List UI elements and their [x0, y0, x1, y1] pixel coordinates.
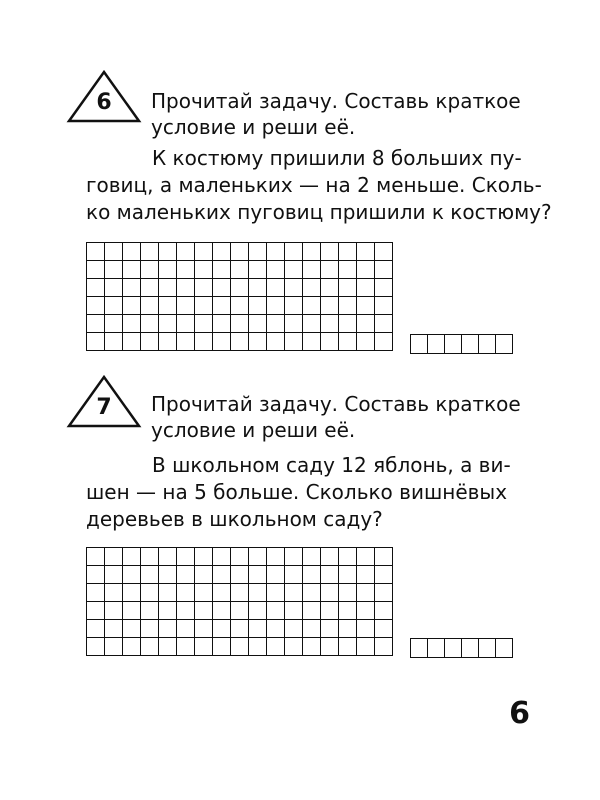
grid-cell[interactable]	[195, 602, 213, 620]
grid-cell[interactable]	[339, 315, 357, 333]
grid-cell[interactable]	[267, 602, 285, 620]
task-6-work-grid[interactable]	[86, 242, 393, 351]
answer-cell[interactable]	[462, 335, 479, 354]
grid-cell[interactable]	[357, 584, 375, 602]
grid-cell[interactable]	[177, 279, 195, 297]
grid-cell[interactable]	[321, 638, 339, 656]
grid-cell[interactable]	[339, 243, 357, 261]
grid-cell[interactable]	[177, 584, 195, 602]
grid-cell[interactable]	[249, 548, 267, 566]
grid-cell[interactable]	[303, 315, 321, 333]
grid-cell[interactable]	[357, 243, 375, 261]
grid-cell[interactable]	[231, 333, 249, 351]
grid-cell[interactable]	[213, 638, 231, 656]
grid-cell[interactable]	[105, 638, 123, 656]
grid-cell[interactable]	[339, 279, 357, 297]
grid-cell[interactable]	[177, 261, 195, 279]
grid-cell[interactable]	[375, 279, 393, 297]
grid-cell[interactable]	[321, 297, 339, 315]
grid-cell[interactable]	[159, 261, 177, 279]
grid-cell[interactable]	[339, 638, 357, 656]
page-number: 6	[509, 696, 530, 731]
task-7-instruction-line-1: Прочитай задачу. Составь краткое	[151, 392, 521, 416]
task-6-answer-cells[interactable]	[410, 334, 513, 354]
task-7-instruction-line-2: условие и реши её.	[151, 418, 356, 442]
answer-cell[interactable]	[428, 335, 445, 354]
grid-cell[interactable]	[141, 620, 159, 638]
grid-cell[interactable]	[159, 566, 177, 584]
grid-cell[interactable]	[105, 333, 123, 351]
grid-cell[interactable]	[303, 638, 321, 656]
grid-cell[interactable]	[195, 279, 213, 297]
grid-cell[interactable]	[339, 261, 357, 279]
grid-cell[interactable]	[87, 602, 105, 620]
grid-cell[interactable]	[357, 333, 375, 351]
grid-cell[interactable]	[357, 620, 375, 638]
grid-cell[interactable]	[177, 620, 195, 638]
grid-cell[interactable]	[285, 279, 303, 297]
grid-cell[interactable]	[87, 548, 105, 566]
grid-cell[interactable]	[321, 261, 339, 279]
grid-cell[interactable]	[249, 243, 267, 261]
grid-cell[interactable]	[123, 297, 141, 315]
grid-cell[interactable]	[267, 333, 285, 351]
answer-cell[interactable]	[462, 639, 479, 658]
grid-cell[interactable]	[285, 548, 303, 566]
grid-cell[interactable]	[267, 584, 285, 602]
grid-cell[interactable]	[375, 566, 393, 584]
grid-cell[interactable]	[303, 584, 321, 602]
task-6-badge	[66, 68, 142, 124]
grid-cell[interactable]	[213, 261, 231, 279]
grid-cell[interactable]	[87, 620, 105, 638]
grid-cell[interactable]	[231, 602, 249, 620]
grid-cell[interactable]	[123, 279, 141, 297]
task-6-problem-line-1: К костюму пришили 8 больших пу-	[152, 146, 522, 170]
grid-cell[interactable]	[177, 297, 195, 315]
grid-cell[interactable]	[177, 548, 195, 566]
grid-cell[interactable]	[321, 548, 339, 566]
grid-cell[interactable]	[213, 548, 231, 566]
answer-cell[interactable]	[411, 335, 428, 354]
grid-cell[interactable]	[285, 261, 303, 279]
grid-cell[interactable]	[357, 261, 375, 279]
grid-cell[interactable]	[105, 297, 123, 315]
grid-cell[interactable]	[141, 243, 159, 261]
grid-cell[interactable]	[123, 602, 141, 620]
grid-cell[interactable]	[267, 548, 285, 566]
grid-cell[interactable]	[87, 279, 105, 297]
grid-cell[interactable]	[339, 602, 357, 620]
answer-cell[interactable]	[496, 335, 513, 354]
grid-cell[interactable]	[105, 602, 123, 620]
grid-cell[interactable]	[159, 297, 177, 315]
grid-cell[interactable]	[231, 243, 249, 261]
grid-cell[interactable]	[339, 297, 357, 315]
grid-cell[interactable]	[339, 333, 357, 351]
grid-cell[interactable]	[321, 279, 339, 297]
grid-cell[interactable]	[249, 279, 267, 297]
grid-cell[interactable]	[105, 279, 123, 297]
answer-cell[interactable]	[496, 639, 513, 658]
answer-cell[interactable]	[428, 639, 445, 658]
grid-cell[interactable]	[249, 297, 267, 315]
grid-cell[interactable]	[123, 243, 141, 261]
grid-cell[interactable]	[105, 261, 123, 279]
grid-cell[interactable]	[159, 548, 177, 566]
grid-cell[interactable]	[213, 315, 231, 333]
grid-cell[interactable]	[231, 279, 249, 297]
task-7-answer-cells[interactable]	[410, 638, 513, 658]
grid-cell[interactable]	[159, 602, 177, 620]
grid-cell[interactable]	[303, 620, 321, 638]
grid-cell[interactable]	[195, 638, 213, 656]
grid-cell[interactable]	[303, 261, 321, 279]
grid-cell[interactable]	[87, 638, 105, 656]
grid-cell[interactable]	[303, 602, 321, 620]
grid-cell[interactable]	[159, 638, 177, 656]
task-6-problem-line-3: ко маленьких пуговиц пришили к костюму?	[86, 200, 552, 224]
grid-cell[interactable]	[285, 243, 303, 261]
grid-cell[interactable]	[321, 333, 339, 351]
grid-cell[interactable]	[267, 279, 285, 297]
grid-cell[interactable]	[321, 584, 339, 602]
grid-cell[interactable]	[177, 243, 195, 261]
grid-cell[interactable]	[267, 638, 285, 656]
grid-cell[interactable]	[141, 279, 159, 297]
grid-cell[interactable]	[87, 566, 105, 584]
grid-cell[interactable]	[375, 548, 393, 566]
grid-cell[interactable]	[285, 584, 303, 602]
grid-cell[interactable]	[357, 566, 375, 584]
grid-cell[interactable]	[123, 333, 141, 351]
grid-cell[interactable]	[213, 279, 231, 297]
grid-cell[interactable]	[177, 315, 195, 333]
grid-cell[interactable]	[141, 638, 159, 656]
grid-cell[interactable]	[249, 566, 267, 584]
grid-cell[interactable]	[375, 315, 393, 333]
grid-cell[interactable]	[87, 584, 105, 602]
grid-cell[interactable]	[213, 602, 231, 620]
grid-cell[interactable]	[321, 315, 339, 333]
grid-cell[interactable]	[213, 297, 231, 315]
grid-cell[interactable]	[87, 333, 105, 351]
task-6-instruction-line-1: Прочитай задачу. Составь краткое	[151, 89, 521, 113]
grid-cell[interactable]	[249, 315, 267, 333]
grid-cell[interactable]	[87, 261, 105, 279]
grid-cell[interactable]	[339, 584, 357, 602]
grid-cell[interactable]	[177, 333, 195, 351]
grid-cell[interactable]	[141, 584, 159, 602]
grid-cell[interactable]	[159, 315, 177, 333]
grid-cell[interactable]	[357, 602, 375, 620]
grid-cell[interactable]	[375, 638, 393, 656]
grid-cell[interactable]	[123, 315, 141, 333]
grid-cell[interactable]	[141, 566, 159, 584]
grid-cell[interactable]	[357, 548, 375, 566]
task-7-work-grid[interactable]	[86, 547, 393, 656]
grid-cell[interactable]	[375, 297, 393, 315]
grid-cell[interactable]	[105, 566, 123, 584]
grid-cell[interactable]	[177, 638, 195, 656]
grid-cell[interactable]	[105, 548, 123, 566]
grid-cell[interactable]	[123, 584, 141, 602]
grid-cell[interactable]	[141, 548, 159, 566]
grid-cell[interactable]	[231, 584, 249, 602]
grid-cell[interactable]	[231, 261, 249, 279]
grid-cell[interactable]	[285, 315, 303, 333]
grid-cell[interactable]	[303, 548, 321, 566]
grid-cell[interactable]	[195, 243, 213, 261]
grid-cell[interactable]	[105, 620, 123, 638]
task-7-problem-line-3: деревьев в школьном саду?	[86, 507, 383, 531]
grid-cell[interactable]	[357, 638, 375, 656]
grid-cell[interactable]	[339, 620, 357, 638]
grid-cell[interactable]	[123, 261, 141, 279]
answer-cell[interactable]	[445, 335, 462, 354]
answer-cell[interactable]	[479, 335, 496, 354]
grid-cell[interactable]	[105, 243, 123, 261]
grid-cell[interactable]	[267, 566, 285, 584]
grid-cell[interactable]	[267, 620, 285, 638]
grid-cell[interactable]	[159, 584, 177, 602]
grid-cell[interactable]	[195, 261, 213, 279]
grid-cell[interactable]	[249, 620, 267, 638]
grid-cell[interactable]	[303, 333, 321, 351]
grid-cell[interactable]	[321, 566, 339, 584]
grid-cell[interactable]	[303, 297, 321, 315]
grid-cell[interactable]	[159, 243, 177, 261]
grid-cell[interactable]	[177, 602, 195, 620]
grid-cell[interactable]	[267, 297, 285, 315]
grid-cell[interactable]	[249, 584, 267, 602]
grid-cell[interactable]	[87, 297, 105, 315]
grid-cell[interactable]	[123, 638, 141, 656]
grid-cell[interactable]	[105, 584, 123, 602]
grid-cell[interactable]	[231, 566, 249, 584]
grid-cell[interactable]	[123, 548, 141, 566]
grid-cell[interactable]	[303, 566, 321, 584]
grid-cell[interactable]	[285, 638, 303, 656]
grid-cell[interactable]	[195, 548, 213, 566]
grid-cell[interactable]	[123, 566, 141, 584]
grid-cell[interactable]	[87, 243, 105, 261]
task-number: 6	[96, 90, 112, 115]
grid-cell[interactable]	[195, 566, 213, 584]
answer-cell[interactable]	[411, 639, 428, 658]
grid-cell[interactable]	[267, 315, 285, 333]
grid-cell[interactable]	[213, 333, 231, 351]
grid-cell[interactable]	[267, 243, 285, 261]
grid-cell[interactable]	[375, 333, 393, 351]
grid-cell[interactable]	[285, 602, 303, 620]
grid-cell[interactable]	[141, 261, 159, 279]
task-7-badge	[66, 373, 142, 429]
grid-cell[interactable]	[231, 548, 249, 566]
grid-cell[interactable]	[141, 333, 159, 351]
grid-cell[interactable]	[195, 315, 213, 333]
task-7-problem-line-2: шен — на 5 больше. Сколько вишнёвых	[86, 480, 508, 504]
grid-cell[interactable]	[231, 297, 249, 315]
grid-cell[interactable]	[321, 243, 339, 261]
answer-cell[interactable]	[479, 639, 496, 658]
grid-cell[interactable]	[141, 315, 159, 333]
grid-cell[interactable]	[285, 566, 303, 584]
grid-cell[interactable]	[141, 297, 159, 315]
grid-cell[interactable]	[141, 602, 159, 620]
grid-cell[interactable]	[375, 584, 393, 602]
grid-cell[interactable]	[357, 297, 375, 315]
grid-cell[interactable]	[195, 620, 213, 638]
task-6-instruction-line-2: условие и реши её.	[151, 115, 356, 139]
grid-cell[interactable]	[249, 333, 267, 351]
grid-cell[interactable]	[375, 243, 393, 261]
grid-cell[interactable]	[249, 638, 267, 656]
grid-cell[interactable]	[231, 638, 249, 656]
grid-cell[interactable]	[339, 566, 357, 584]
task-7-problem-line-1: В школьном саду 12 яблонь, а ви-	[152, 453, 511, 477]
grid-cell[interactable]	[249, 602, 267, 620]
task-6-problem-line-2: говиц, а маленьких — на 2 меньше. Сколь-	[86, 173, 542, 197]
grid-cell[interactable]	[159, 333, 177, 351]
grid-cell[interactable]	[285, 620, 303, 638]
grid-cell[interactable]	[213, 243, 231, 261]
grid-cell[interactable]	[285, 333, 303, 351]
grid-cell[interactable]	[213, 584, 231, 602]
grid-cell[interactable]	[195, 584, 213, 602]
grid-cell[interactable]	[375, 602, 393, 620]
grid-cell[interactable]	[195, 333, 213, 351]
grid-cell[interactable]	[357, 279, 375, 297]
answer-cell[interactable]	[445, 639, 462, 658]
grid-cell[interactable]	[213, 620, 231, 638]
grid-cell[interactable]	[249, 261, 267, 279]
grid-cell[interactable]	[267, 261, 285, 279]
grid-cell[interactable]	[105, 315, 123, 333]
grid-cell[interactable]	[303, 279, 321, 297]
grid-cell[interactable]	[87, 315, 105, 333]
grid-cell[interactable]	[123, 620, 141, 638]
grid-cell[interactable]	[231, 620, 249, 638]
grid-cell[interactable]	[195, 297, 213, 315]
grid-cell[interactable]	[339, 548, 357, 566]
task-number: 7	[96, 395, 112, 420]
grid-cell[interactable]	[303, 243, 321, 261]
grid-cell[interactable]	[285, 297, 303, 315]
grid-cell[interactable]	[321, 602, 339, 620]
grid-cell[interactable]	[375, 620, 393, 638]
grid-cell[interactable]	[213, 566, 231, 584]
grid-cell[interactable]	[231, 315, 249, 333]
grid-cell[interactable]	[375, 261, 393, 279]
grid-cell[interactable]	[159, 279, 177, 297]
grid-cell[interactable]	[159, 620, 177, 638]
grid-cell[interactable]	[321, 620, 339, 638]
grid-cell[interactable]	[357, 315, 375, 333]
grid-cell[interactable]	[177, 566, 195, 584]
